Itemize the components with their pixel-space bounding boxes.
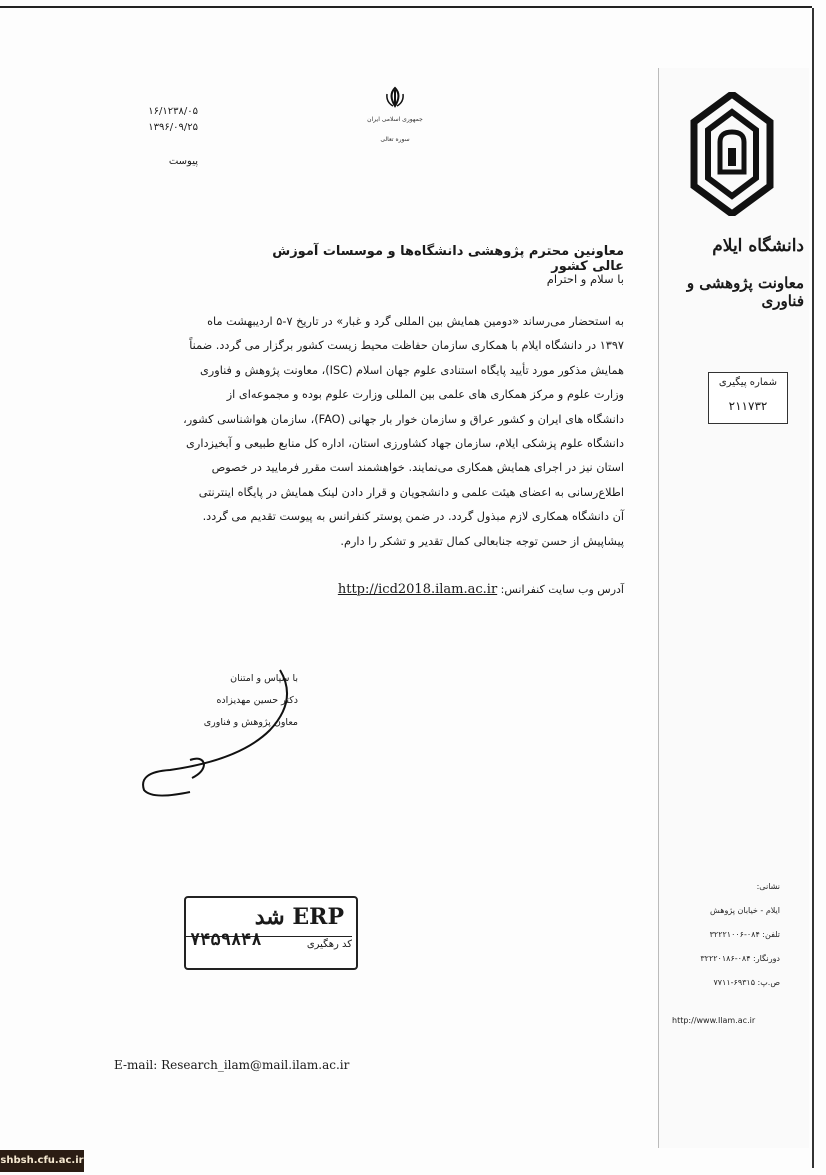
emblem-subcaption: سوره تعالی — [380, 136, 410, 143]
letter-body — [116, 310, 624, 554]
letter-attachment: پیوست — [168, 156, 198, 167]
tracking-label: شماره پیگیری — [718, 377, 778, 388]
address-fax: دورنگار: ۰۸۴-۳۲۲۲۰۱۸۶ — [700, 954, 780, 963]
signature-closing: با سپاس و امتنان — [230, 673, 298, 684]
contact-email[interactable]: E-mail: Research_ilam@mail.ilam.ac.ir — [114, 1058, 350, 1072]
university-name: دانشگاه ایلام — [712, 236, 804, 256]
address-pobox: ص.پ: ۶۹۳۱۵-۷۷۱۱ — [713, 978, 780, 987]
body-line: ۱۳۹۷ در دانشگاه ایلام با همکاری سازمان حفاظت محیط زیست کشور برگزار می گردد. ضمناً — [189, 339, 624, 353]
body-line: وزارت علوم و مرکز همکاری های علمی بین المللی وزارت علوم بوده و مجموعه‌ای از — [226, 388, 624, 402]
watermark-badge: shbsh.cfu.ac.ir — [0, 1150, 84, 1172]
body-line: همایش مذکور مورد تأیید پایگاه استنادی علوم جهان اسلام (ISC)، معاونت پژوهش و فناوری — [199, 363, 624, 377]
body-line: دانشگاه های ایران و کشور عراق و سازمان خوار بار جهانی (FAO)، سازمان هواشناسی کشور، — [183, 412, 624, 426]
conference-site-label: آدرس وب سایت کنفرانس: — [500, 583, 624, 596]
body-line: استان نیز در اجرای همایش همکاری می‌نمایند. خواهشمند است مقرر فرمایید در خصوص — [211, 461, 624, 475]
address-phone: تلفن: ۰۸۴-۳۲۲۲۱۰۰۶ — [709, 930, 780, 939]
stamp-code-value: ۷۴۵۹۸۴۸ — [190, 930, 262, 950]
body-line: آن دانشگاه همکاری لازم مبذول گردد. در ضمن پوستر کنفرانس به پیوست تقدیم می گردد. — [202, 510, 624, 524]
department-name: معاونت پژوهشی و فناوری — [686, 274, 804, 310]
body-line: به استحضار می‌رساند «دومین همایش بین المللی گرد و غبار» در تاریخ ۷-۵ اردیبهشت ماه — [207, 315, 624, 328]
body-line: دانشگاه علوم پزشکی ایلام، سازمان جهاد کشاورزی استان، اداره کل منابع طبیعی و آبخیزداری — [186, 437, 624, 451]
iran-emblem-icon — [384, 86, 406, 108]
signatory-title: معاون پژوهش و فناوری — [203, 717, 298, 728]
greeting-line: با سلام و احترام — [546, 272, 624, 286]
address-label: نشانی: — [756, 882, 780, 891]
right-border — [812, 8, 814, 1168]
address-street: ایلام - خیابان پژوهش — [710, 906, 780, 915]
body-line: اطلاع‌رسانی به اعضای هیئت علمی و دانشجویان و قرار دادن لینک همایش در پایگاه اینترنتی — [198, 485, 624, 499]
university-website-link[interactable]: http://www.Ilam.ac.ir — [672, 1016, 756, 1025]
handwritten-signature — [130, 660, 300, 800]
stamp-code-label: کد رهگیری — [186, 936, 352, 950]
stamp-title: ERP شد — [254, 904, 344, 930]
letter-number: ۱۶/۱۲۳۸/۰۵ — [148, 106, 198, 117]
university-logo-icon — [684, 92, 780, 216]
tracking-box — [708, 372, 788, 424]
recipient-line: معاونین محترم پژوهشی دانشگاه‌ها و موسسات آموزش عالی کشور — [272, 244, 624, 274]
emblem-caption: جمهوری اسلامی ایران — [367, 116, 423, 123]
signatory-name: دکتر حسین مهدیزاده — [216, 695, 298, 706]
conference-site-line — [312, 582, 624, 597]
erp-stamp — [184, 896, 358, 970]
body-line: پیشاپیش از حسن توجه جنابعالی کمال تقدیر و تشکر را دارم. — [340, 534, 624, 548]
address-block — [668, 880, 780, 1000]
tracking-number: ۲۱۱۷۳۲ — [728, 399, 768, 413]
top-border — [0, 6, 812, 8]
letter-date: ۱۳۹۶/۰۹/۲۵ — [148, 122, 198, 133]
conference-site-link[interactable]: http://icd2018.ilam.ac.ir — [337, 582, 498, 597]
